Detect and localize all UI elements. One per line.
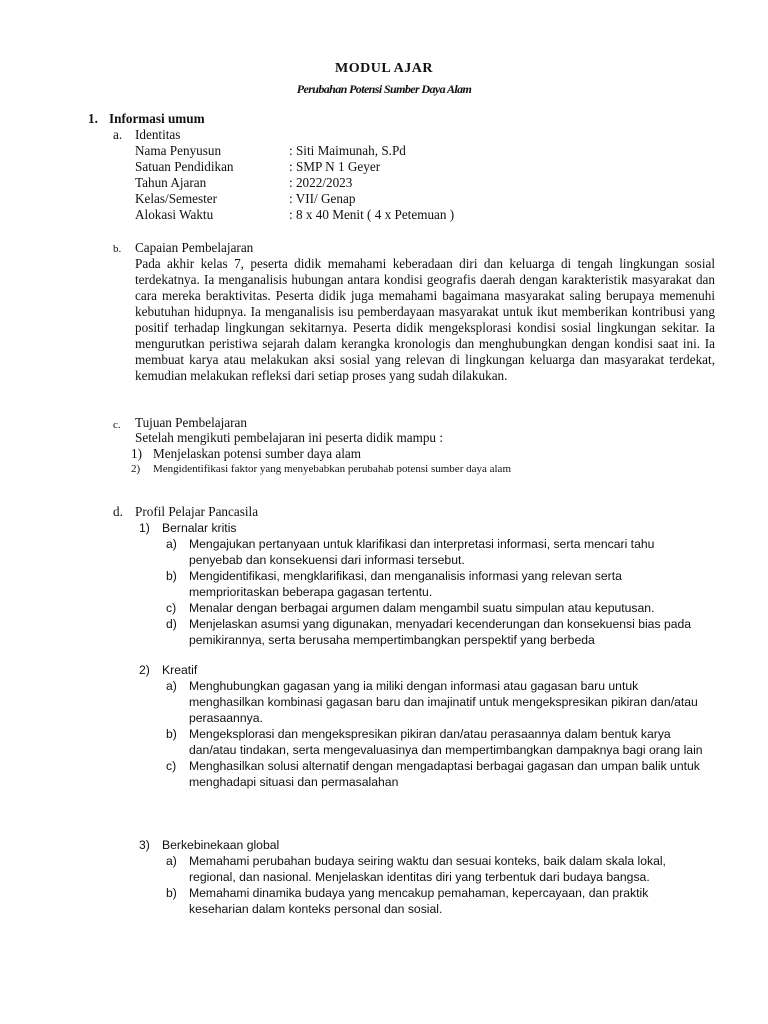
document-title: MODUL AJAR bbox=[335, 61, 433, 76]
identity-value: : 8 x 40 Menit ( 4 x Petemuan ) bbox=[289, 207, 455, 222]
identity-label: Alokasi Waktu bbox=[135, 207, 214, 222]
profil-item-letter: a) bbox=[166, 854, 177, 868]
subsection-marker-b: b. bbox=[113, 243, 122, 255]
identity-label: Nama Penyusun bbox=[135, 143, 222, 158]
profil-item-letter: c) bbox=[166, 759, 177, 773]
profil-item-line: Menghubungkan gagasan yang ia miliki dengan informasi atau gagasan baru untuk bbox=[189, 679, 639, 693]
profil-item-line: pemikirannya, serta berusaha mempertimbangkan perspektif yang berbeda bbox=[189, 633, 595, 647]
identity-label: Tahun Ajaran bbox=[135, 175, 207, 190]
profil-item-letter: b) bbox=[166, 569, 177, 583]
profil-item-letter: b) bbox=[166, 886, 177, 900]
profil-item-line: Mengidentifikasi, mengklarifikasi, dan menganalisis informasi yang relevan serta bbox=[189, 569, 622, 583]
profil-item-line: penyebab dan konsekuensi dari informasi tersebut. bbox=[189, 553, 465, 567]
profil-item-letter: b) bbox=[166, 727, 177, 741]
subsection-marker-c: c. bbox=[113, 419, 121, 431]
profil-group-number: 1) bbox=[139, 521, 150, 535]
tujuan-item-text: Menjelaskan potensi sumber daya alam bbox=[153, 446, 362, 461]
profil-group-title: Kreatif bbox=[162, 663, 198, 677]
profil-item-letter: c) bbox=[166, 601, 177, 615]
profil-item-line: Menjelaskan asumsi yang digunakan, menyadari kecenderungan dan konsekuensi bias pada bbox=[189, 617, 692, 631]
profil-item-line: keseharian dalam konteks personal dan sosial. bbox=[189, 902, 443, 916]
profil-item-line: dan/atau tindakan, serta mengevaluasinya dan mempertimbangkan dampaknya bagi orang lain bbox=[189, 743, 703, 757]
tujuan-heading: Tujuan Pembelajaran bbox=[135, 415, 247, 430]
subsection-marker-d: d. bbox=[113, 504, 123, 519]
profil-group-title: Berkebinekaan global bbox=[162, 838, 280, 852]
profil-item-line: perasaannya. bbox=[189, 711, 263, 725]
identity-value: : 2022/2023 bbox=[289, 175, 353, 190]
profil-item-line: Menalar dengan berbagai argumen dalam mengambil suatu simpulan atau keputusan. bbox=[189, 601, 655, 615]
profil-item-line: Memahami perubahan budaya seiring waktu dan sesuai konteks, baik dalam skala lokal, bbox=[189, 854, 666, 868]
tujuan-intro: Setelah mengikuti pembelajaran ini peserta didik mampu : bbox=[135, 430, 443, 445]
capaian-heading: Capaian Pembelajaran bbox=[135, 240, 254, 255]
section-number: 1. bbox=[88, 111, 98, 126]
subsection-marker-a: a. bbox=[113, 127, 123, 142]
profil-item-letter: a) bbox=[166, 679, 177, 693]
profil-group-number: 3) bbox=[139, 838, 150, 852]
profil-item-letter: d) bbox=[166, 617, 177, 631]
profil-item-letter: a) bbox=[166, 537, 177, 551]
capaian-paragraph: Pada akhir kelas 7, peserta didik memahami keberadaan diri dan keluarga di tengah lingkungan sosial terdekatnya. Ia menganalisis hubungan antara kondisi geografis daerah dengan karakteristik masyarakat dan cara mereka beraktivitas. Peserta didik juga memahami bagaimana masyarakat saling berupaya memenuhi kebutuhan hidupnya. Ia menganalisis isu pemberdayaan masyarakat untuk ikut memberikan kontribusi yang positif terhadap lingkungan sekitarnya. Peserta didik mengeksplorasi kondisi sosial lingkungan sekitar. Ia mengurutkan peristiwa sejarah dalam kerangka kronologis dan menghubungkan dengan kondisi saat ini. Ia membuat karya atau melakukan aksi sosial yang relevan di lingkungan keluarga dan masyarakat terdekat, kemudian melakukan refleksi dari setiap proses yang sudah dilakukan. bbox=[135, 256, 715, 383]
tujuan-item-number: 2) bbox=[131, 463, 141, 475]
profil-item-line: regional, dan nasional. Menjelaskan identitas diri yang terbentuk dari budaya bangsa. bbox=[189, 870, 650, 884]
profil-item-line: Memahami dinamika budaya yang mencakup pemahaman, kepercayaan, dan praktik bbox=[189, 886, 649, 900]
identity-value: : SMP N 1 Geyer bbox=[289, 159, 381, 174]
identity-label: Satuan Pendidikan bbox=[135, 159, 234, 174]
tujuan-item-text: Mengidentifikasi faktor yang menyebabkan perubahab potensi sumber daya alam bbox=[153, 463, 511, 475]
identity-label: Kelas/Semester bbox=[135, 191, 218, 206]
document-subtitle: Perubahan Potensi Sumber Daya Alam bbox=[296, 82, 472, 96]
profil-group-title: Bernalar kritis bbox=[162, 521, 237, 535]
profil-item-line: memprioritaskan beberapa gagasan tertentu. bbox=[189, 585, 433, 599]
tujuan-item-number: 1) bbox=[131, 446, 142, 461]
profil-heading: Profil Pelajar Pancasila bbox=[135, 504, 259, 519]
identitas-heading: Identitas bbox=[135, 127, 181, 142]
profil-item-line: Mengeksplorasi dan mengekspresikan pikiran dan/atau perasaannya dalam bentuk karya bbox=[189, 727, 671, 741]
profil-item-line: Mengajukan pertanyaan untuk klarifikasi dan interpretasi informasi, serta mencari tahu bbox=[189, 537, 655, 551]
profil-group-number: 2) bbox=[139, 663, 150, 677]
identity-value: : Siti Maimunah, S.Pd bbox=[289, 143, 406, 158]
profil-item-line: Menghasilkan solusi alternatif dengan mengadaptasi berbagai gagasan dan umpan balik untuk bbox=[189, 759, 700, 773]
profil-item-line: menghasilkan kombinasi gagasan baru dan imajinatif untuk mengekspresikan pikiran dan/atau bbox=[189, 695, 698, 709]
section-heading: Informasi umum bbox=[109, 111, 205, 126]
identity-value: : VII/ Genap bbox=[289, 191, 356, 206]
profil-item-line: menghadapi situasi dan permasalahan bbox=[189, 775, 399, 789]
